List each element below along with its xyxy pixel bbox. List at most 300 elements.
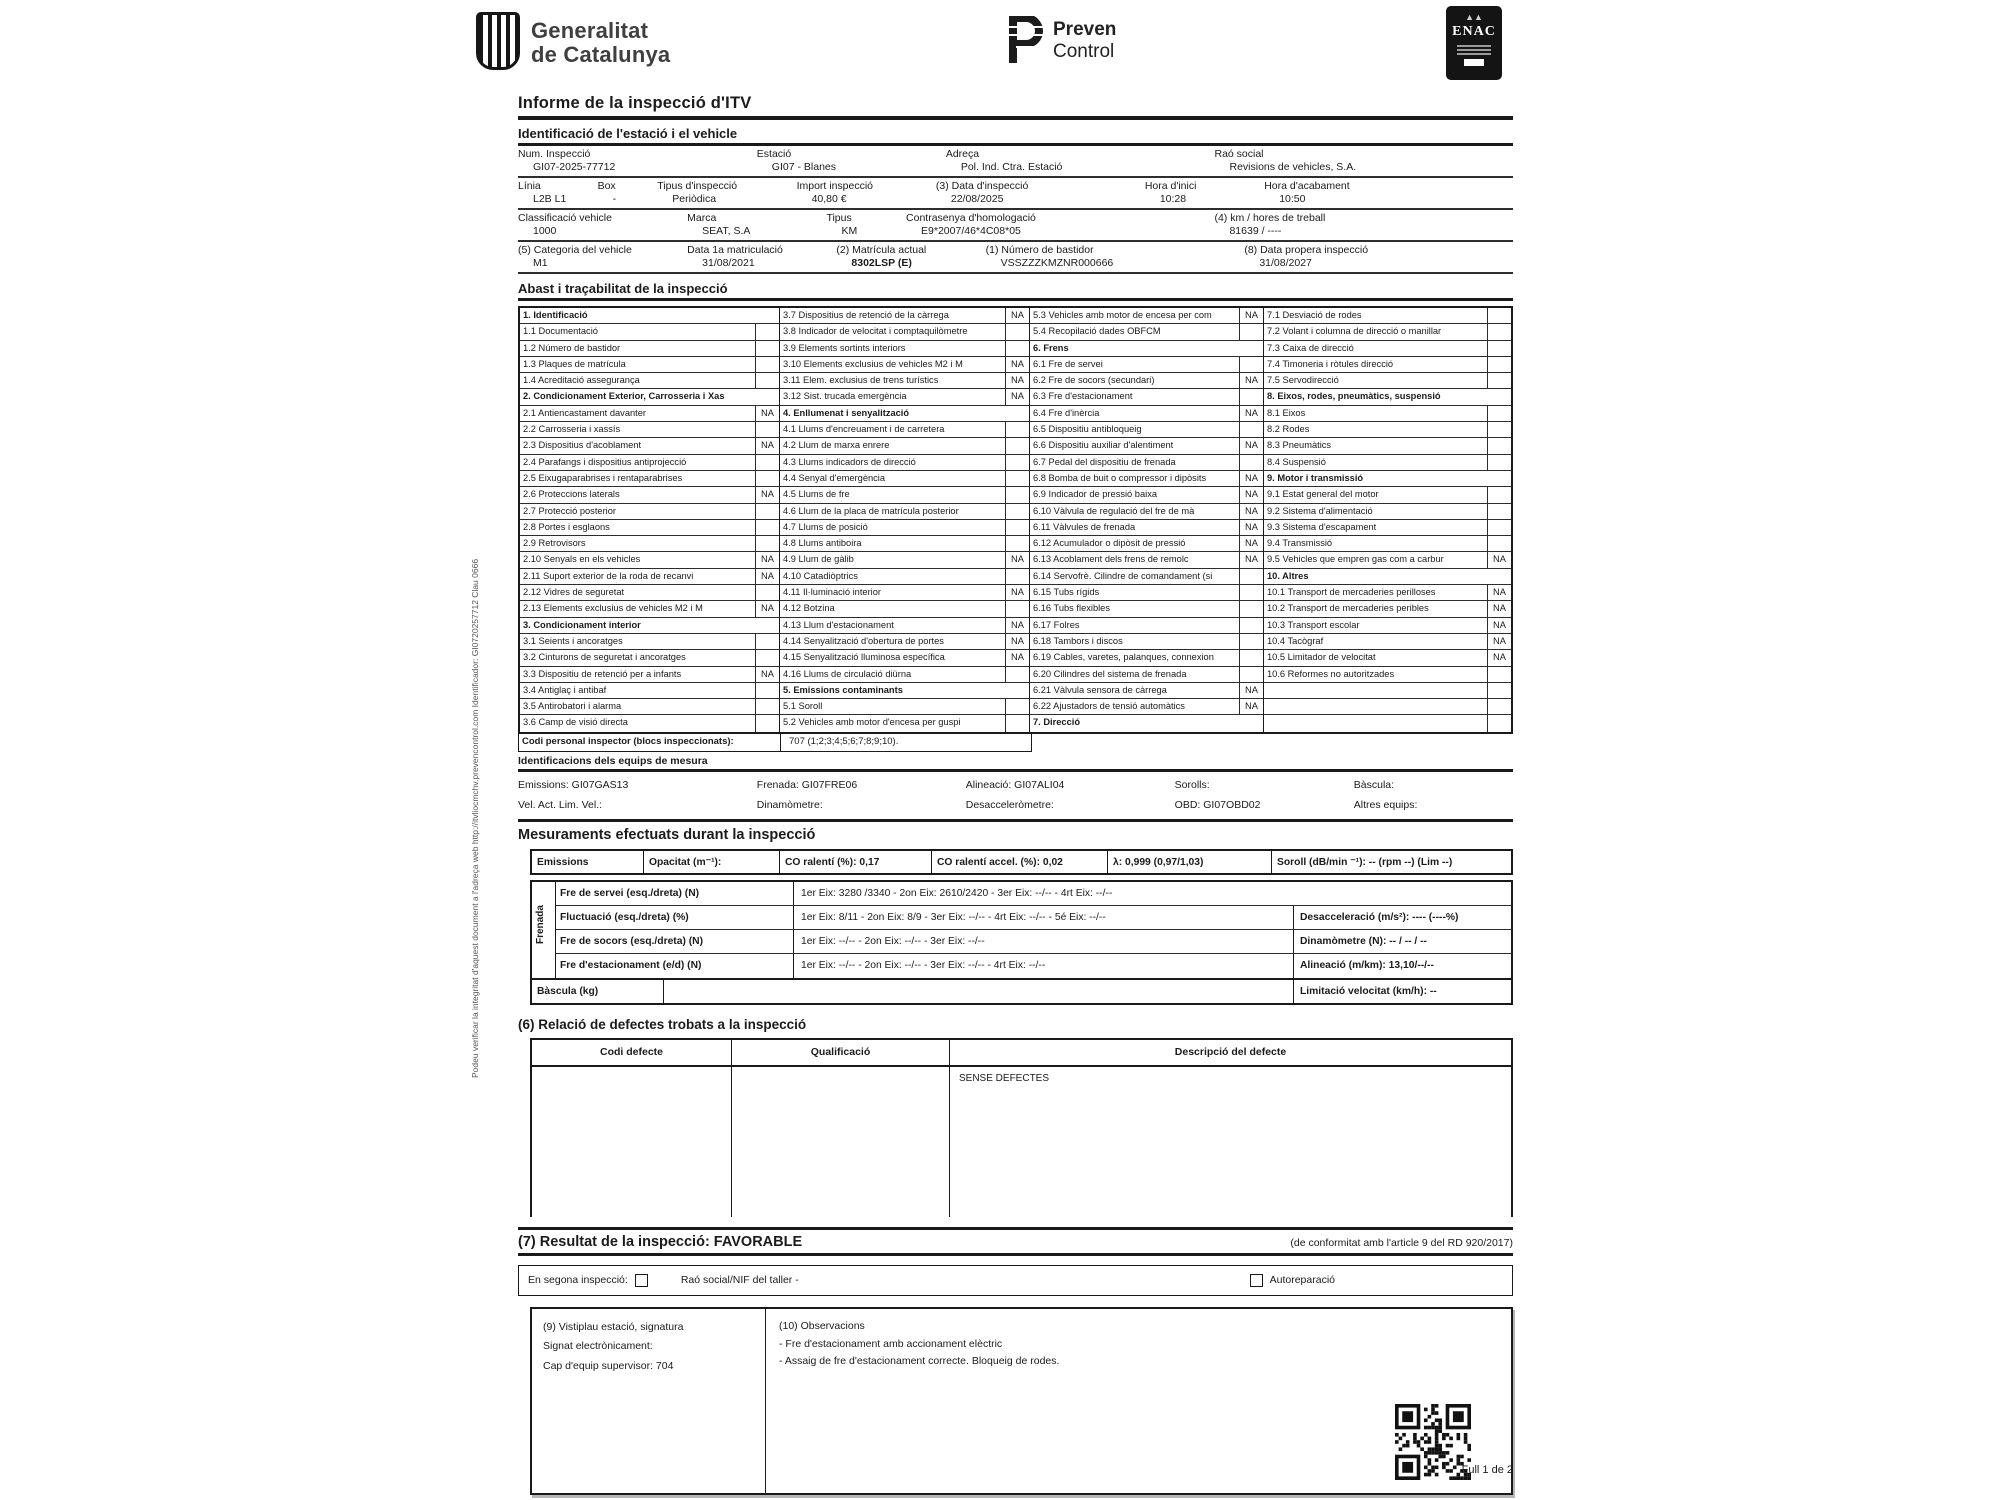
na-flag: NA bbox=[1239, 536, 1263, 551]
defects-body-row bbox=[532, 1067, 1511, 1217]
na-flag bbox=[1239, 569, 1263, 584]
checklist-item-label: 6.8 Bomba de buit o compressor i dipòsits bbox=[1033, 472, 1207, 483]
checklist-item bbox=[780, 422, 1029, 438]
qr-code bbox=[1395, 1404, 1471, 1480]
station-field bbox=[687, 212, 826, 237]
checklist-section-header bbox=[520, 618, 779, 634]
na-flag bbox=[1487, 715, 1511, 731]
checklist-item bbox=[1264, 699, 1511, 715]
fluctuation-row bbox=[556, 906, 1511, 930]
station-field bbox=[1214, 212, 1513, 237]
section-defects-title: (6) Relació de defectes trobats a la inspecció bbox=[518, 1016, 807, 1032]
observation-line: - Assaig de fre d'estacionament correcte. Bloqueig de rodes. bbox=[779, 1355, 1060, 1368]
field-value: VSSZZZKMZNR000666 bbox=[1000, 257, 1114, 269]
checklist-item bbox=[1030, 357, 1263, 373]
checklist-item-label: 3.11 Elem. exclusius de trens turístics bbox=[783, 375, 939, 386]
checklist-item-label: 7.4 Timoneria i ròtules direcció bbox=[1267, 358, 1394, 369]
checklist-item-label: 6.20 Cilindres del sistema de frenada bbox=[1033, 668, 1187, 679]
na-flag bbox=[1239, 667, 1263, 682]
parking-brake-row bbox=[556, 954, 1511, 978]
checklist-item bbox=[520, 438, 779, 454]
field-label: Contrasenya d'homologació bbox=[906, 212, 1036, 224]
signature-line3: Cap d'equip supervisor: 704 bbox=[543, 1359, 674, 1372]
checklist-section-header bbox=[1264, 471, 1511, 487]
signoff-box bbox=[530, 1307, 1513, 1495]
station-field bbox=[518, 148, 757, 173]
na-flag bbox=[755, 536, 779, 551]
checklist-item bbox=[1030, 389, 1263, 405]
checklist-item bbox=[520, 520, 779, 536]
checklist-item-label: 6.7 Pedal del dispositiu de frenada bbox=[1033, 456, 1176, 467]
checklist-item-label: 9. Motor i transmissió bbox=[1267, 472, 1364, 483]
na-flag bbox=[1487, 324, 1511, 339]
checklist-item bbox=[1030, 634, 1263, 650]
na-flag: NA bbox=[1239, 308, 1263, 323]
na-flag: NA bbox=[1239, 699, 1263, 714]
alignment-cell: Alineació (m/km): 13,10/--/-- bbox=[1293, 954, 1511, 978]
enac-seal bbox=[1446, 6, 1502, 80]
checklist-item-label: 8. Eixos, rodes, pneumàtics, suspensió bbox=[1267, 391, 1441, 402]
checklist-item-label: 3.4 Antiglaç i antibaf bbox=[523, 684, 607, 695]
checklist-item bbox=[1264, 487, 1511, 503]
deceleration-cell: Desacceleració (m/s²): ---- (----%) bbox=[1293, 906, 1511, 929]
station-rows bbox=[518, 146, 1513, 274]
service-brake-label: Fre de servei (esq./dreta) (N) bbox=[556, 882, 794, 905]
station-field bbox=[757, 148, 946, 173]
defect-code-cell bbox=[532, 1067, 732, 1217]
field-label: Estació bbox=[756, 148, 792, 160]
checklist-item-label: 2.7 Protecció posterior bbox=[523, 505, 617, 516]
na-flag: NA bbox=[1487, 601, 1511, 616]
checklist-item-label: 4.2 Llum de marxa enrere bbox=[783, 440, 890, 451]
na-flag bbox=[1239, 357, 1263, 372]
inspector-code-value: 707 (1;2;3;4;5;6;7;8;9;10). bbox=[789, 735, 899, 747]
checklist-item-label: 4.15 Senyalització lluminosa específica bbox=[783, 652, 945, 663]
prevencontrol-line2: Control bbox=[1053, 40, 1115, 62]
checklist-item-label: 3.5 Antirobatori i alarma bbox=[523, 701, 622, 712]
checklist-item bbox=[1264, 585, 1511, 601]
checklist-item bbox=[1264, 422, 1511, 438]
prevencontrol-line1: Preven bbox=[1053, 19, 1117, 40]
na-flag bbox=[755, 715, 779, 731]
checklist-item bbox=[780, 618, 1029, 634]
station-row bbox=[518, 210, 1513, 242]
field-label: Data 1a matriculació bbox=[687, 244, 783, 256]
checklist-item-label: 6.3 Fre d'estacionament bbox=[1033, 391, 1133, 402]
checklist-item-label: 1.3 Plaques de matrícula bbox=[523, 358, 626, 369]
field-value: E9*2007/46*4C08*05 bbox=[921, 225, 1021, 237]
checklist-item bbox=[780, 487, 1029, 503]
field-value: KM bbox=[841, 225, 858, 237]
observations-title: (10) Observacions bbox=[779, 1319, 865, 1332]
field-label: Tipus d'inspecció bbox=[657, 180, 738, 192]
checklist-item bbox=[1030, 618, 1263, 634]
na-flag: NA bbox=[755, 569, 779, 584]
checklist-item-label: 5.2 Vehicles amb motor d'encesa per guspi bbox=[783, 717, 961, 728]
na-flag bbox=[1005, 487, 1029, 502]
na-flag bbox=[1487, 406, 1511, 421]
checklist-item-label: 1.4 Acreditació assegurança bbox=[523, 375, 640, 386]
result-rule-bottom bbox=[518, 1253, 1513, 1256]
defects-table bbox=[530, 1038, 1513, 1217]
station-row bbox=[518, 146, 1513, 178]
noise-cell: Soroll (dB/min ⁻¹): -- (rpm --) (Lim --) bbox=[1277, 856, 1453, 868]
checklist-item-label: 7.3 Caixa de direcció bbox=[1267, 342, 1354, 353]
checklist-item-label: 4.13 Llum d'estacionament bbox=[783, 619, 894, 630]
checklist-item-label bbox=[1264, 715, 1487, 731]
na-flag bbox=[755, 341, 779, 356]
checklist-item bbox=[1030, 422, 1263, 438]
self-repair-checkbox[interactable] bbox=[1250, 1274, 1263, 1287]
checklist-item-label: 4. Enllumenat i senyalització bbox=[783, 407, 910, 418]
na-flag: NA bbox=[1487, 618, 1511, 633]
field-label: Import inspecció bbox=[796, 180, 874, 192]
checklist-item bbox=[1264, 504, 1511, 520]
checklist-item bbox=[1030, 601, 1263, 617]
checklist-item bbox=[1030, 650, 1263, 666]
checklist-item-label: 6.9 Indicador de pressió baixa bbox=[1033, 489, 1158, 500]
brakes-vertical-label: Frenada bbox=[532, 882, 556, 978]
na-flag: NA bbox=[1005, 634, 1029, 649]
na-flag bbox=[1487, 683, 1511, 698]
checklist-item-label: 8.3 Pneumàtics bbox=[1267, 440, 1332, 451]
checklist-item-label: 4.8 Llums antiboira bbox=[783, 538, 862, 549]
checklist-column bbox=[780, 308, 1030, 732]
checklist-section-header bbox=[780, 683, 1029, 699]
checklist-item bbox=[1264, 634, 1511, 650]
checklist-item bbox=[780, 341, 1029, 357]
field-value: Revisions de vehicles, S.A. bbox=[1229, 161, 1357, 173]
section-equipment-title: Identificacions dels equips de mesura bbox=[518, 754, 708, 767]
result-note: (de conformitat amb l'article 9 del RD 920/2017) bbox=[1290, 1236, 1513, 1249]
field-label: (1) Número de bastidor bbox=[985, 244, 1094, 256]
field-label: (5) Categoria del vehicle bbox=[518, 244, 632, 256]
checklist-item bbox=[520, 471, 779, 487]
checklist-item-label: 2.9 Retrovisors bbox=[523, 538, 586, 549]
checklist-item bbox=[780, 699, 1029, 715]
checklist-item-label: 4.4 Senyal d'emergència bbox=[783, 472, 886, 483]
checklist-item-label: 4.10 Catadiòptrics bbox=[783, 570, 858, 581]
defect-description-header: Descripció del defecte bbox=[1174, 1045, 1287, 1058]
secondary-brake-value: 1er Eix: --/-- - 2on Eix: --/-- - 3er Eix: --/-- bbox=[801, 935, 985, 947]
checklist-item bbox=[1264, 536, 1511, 552]
checklist-item bbox=[1030, 683, 1263, 699]
na-flag: NA bbox=[1239, 552, 1263, 567]
checklist-item-label: 6.16 Tubs flexibles bbox=[1033, 603, 1111, 614]
na-flag: NA bbox=[755, 487, 779, 502]
fluctuation-value: 1er Eix: 8/11 - 2on Eix: 8/9 - 3er Eix: --/-- - 4rt Eix: --/-- - 5é Eix: --/-- bbox=[801, 911, 1106, 923]
checklist-item bbox=[1264, 683, 1511, 699]
na-flag bbox=[755, 422, 779, 437]
checklist-item-label: 6.18 Tambors i discos bbox=[1033, 635, 1123, 646]
checklist-item bbox=[520, 585, 779, 601]
signature-line2: Signat electrònicament: bbox=[543, 1340, 653, 1353]
checklist-item-label: 3. Condicionament interior bbox=[523, 619, 641, 630]
na-flag bbox=[1239, 618, 1263, 633]
checklist-item bbox=[1030, 520, 1263, 536]
na-flag bbox=[755, 373, 779, 388]
na-flag bbox=[1005, 569, 1029, 584]
checklist-item-label: 4.11 Il·luminació interior bbox=[783, 587, 882, 598]
checklist-item bbox=[1264, 324, 1511, 340]
defect-description-cell: SENSE DEFECTES bbox=[959, 1072, 1050, 1084]
na-flag: NA bbox=[1005, 585, 1029, 600]
checklist bbox=[518, 306, 1513, 734]
checklist-item-label: 2.8 Portes i esglaons bbox=[523, 521, 610, 532]
checklist-item-label: 5.3 Vehicles amb motor de encesa per com bbox=[1033, 310, 1212, 320]
checklist-item-label: 3.2 Cinturons de seguretat i ancoratges bbox=[523, 652, 686, 663]
observation-line: - Fre d'estacionament amb accionament elèctric bbox=[779, 1337, 1003, 1350]
station-field bbox=[1145, 180, 1264, 205]
checklist-item-label: 2.6 Proteccions laterals bbox=[523, 489, 620, 500]
checklist-item bbox=[1030, 585, 1263, 601]
checklist-item bbox=[1264, 601, 1511, 617]
checklist-item-label: 4.1 Llums d'encreuament i de carretera bbox=[783, 424, 945, 435]
checklist-item bbox=[1264, 650, 1511, 666]
checklist-item-label: 10.4 Tacògraf bbox=[1267, 635, 1324, 646]
na-flag: NA bbox=[1487, 650, 1511, 665]
checklist-item bbox=[1030, 487, 1263, 503]
checklist-item-label: 7.2 Volant i columna de direcció o manillar bbox=[1267, 326, 1442, 337]
checklist-item-label: 6. Frens bbox=[1033, 342, 1069, 353]
co-accel-cell: CO ralentí accel. (%): 0,02 bbox=[932, 851, 1108, 873]
checklist-item-label: 5. Emissions contaminants bbox=[783, 684, 903, 695]
service-brake-row bbox=[556, 882, 1511, 906]
checklist-item-label: 9.4 Transmissió bbox=[1267, 538, 1333, 549]
na-flag: NA bbox=[1005, 552, 1029, 567]
checklist-item-label: 2.2 Carrosseria i xassís bbox=[523, 424, 621, 435]
field-label: (2) Matrícula actual bbox=[836, 244, 927, 256]
checklist-item bbox=[1264, 438, 1511, 454]
field-label: Box bbox=[597, 180, 616, 192]
equipment-cell: Dinamòmetre: bbox=[756, 798, 823, 811]
field-value: - bbox=[612, 193, 617, 205]
na-flag: NA bbox=[1005, 389, 1029, 404]
na-flag bbox=[1005, 536, 1029, 551]
na-flag bbox=[1487, 308, 1511, 323]
na-flag: NA bbox=[755, 438, 779, 453]
checklist-item bbox=[520, 715, 779, 731]
page-number: Full 1 de 2 bbox=[1461, 1464, 1513, 1476]
checklist-item bbox=[520, 373, 779, 389]
field-value: GI07-2025-77712 bbox=[533, 161, 616, 173]
na-flag bbox=[1239, 601, 1263, 616]
na-flag bbox=[1005, 715, 1029, 731]
checklist-item bbox=[1030, 308, 1263, 324]
checklist-item-label bbox=[1264, 683, 1487, 698]
checklist-item bbox=[780, 324, 1029, 340]
second-inspection-checkbox[interactable] bbox=[635, 1274, 648, 1287]
station-field bbox=[598, 180, 658, 205]
station-field bbox=[946, 148, 1215, 173]
checklist-item-label: 4.6 Llum de la placa de matrícula posterior bbox=[783, 505, 959, 516]
checklist-column bbox=[1030, 308, 1264, 732]
signature-line1: (9) Vistiplau estació, signatura bbox=[543, 1320, 684, 1333]
report-page bbox=[518, 10, 1513, 1495]
prevencontrol-logo bbox=[1008, 16, 1116, 64]
scale-row bbox=[530, 980, 1513, 1005]
inspector-code-label: Codi personal inspector (blocs inspeccionats): bbox=[519, 734, 781, 751]
na-flag bbox=[1487, 536, 1511, 551]
field-label: Tipus bbox=[826, 212, 852, 224]
field-value: 8302LSP (E) bbox=[851, 257, 912, 269]
na-flag bbox=[1005, 438, 1029, 453]
checklist-item bbox=[1264, 341, 1511, 357]
checklist-item-label: 10.5 Limitador de velocitat bbox=[1267, 652, 1376, 663]
na-flag bbox=[1239, 422, 1263, 437]
checklist-item-label: 9.1 Estat general del motor bbox=[1267, 489, 1379, 500]
checklist-item-label: 6.22 Ajustadors de tensió automàtics bbox=[1033, 701, 1185, 712]
na-flag bbox=[1005, 471, 1029, 486]
checklist-item-label: 7.5 Servodirecció bbox=[1267, 375, 1339, 386]
secondary-brake-row bbox=[556, 930, 1511, 954]
checklist-item bbox=[780, 455, 1029, 471]
checklist-item-label: 1. Identificació bbox=[523, 310, 588, 320]
checklist-item bbox=[520, 650, 779, 666]
checklist-item bbox=[780, 536, 1029, 552]
checklist-item-label: 6.13 Acoblament dels frens de remolc bbox=[1033, 554, 1189, 565]
checklist-item-label: 3.9 Elements sortints interiors bbox=[783, 342, 906, 353]
checklist-item-label: 8.4 Suspensió bbox=[1267, 456, 1326, 467]
na-flag bbox=[1239, 650, 1263, 665]
checklist-item bbox=[520, 634, 779, 650]
equipment-cell: Alineació: GI07ALI04 bbox=[965, 778, 1065, 791]
checklist-item-label: 3.6 Camp de visió directa bbox=[523, 717, 628, 728]
checklist-item bbox=[520, 667, 779, 683]
field-label: Marca bbox=[687, 212, 717, 224]
scale-label: Bàscula (kg) bbox=[532, 980, 664, 1003]
second-inspection-label: En segona inspecció: bbox=[528, 1274, 628, 1287]
equipment-cell: Vel. Act. Lim. Vel.: bbox=[518, 798, 603, 811]
emissions-row bbox=[530, 849, 1513, 875]
checklist-item-label: 4.3 Llums indicadors de direcció bbox=[783, 456, 916, 467]
checklist-item-label: 4.14 Senyalització d'obertura de portes bbox=[783, 635, 944, 646]
na-flag: NA bbox=[1005, 373, 1029, 388]
checklist-item bbox=[780, 650, 1029, 666]
field-label: Classificació vehicle bbox=[518, 212, 612, 224]
checklist-item-label: 6.10 Vàlvula de regulació del fre de mà bbox=[1033, 505, 1195, 516]
station-row bbox=[518, 242, 1513, 274]
checklist-section-header bbox=[1030, 715, 1263, 731]
generalitat-logo bbox=[476, 12, 670, 70]
na-flag bbox=[1005, 601, 1029, 616]
generalitat-line1: Generalitat bbox=[531, 18, 649, 43]
checklist-item-label: 2. Condicionament Exterior, Carrosseria i Xas bbox=[523, 391, 725, 402]
checklist-item-label: 10.6 Reformes no autoritzades bbox=[1267, 668, 1395, 679]
dynamometer-cell: Dinamòmetre (N): -- / -- / -- bbox=[1293, 930, 1511, 953]
enac-seal-icon bbox=[1446, 6, 1502, 80]
station-field bbox=[836, 244, 985, 269]
checklist-item bbox=[780, 357, 1029, 373]
na-flag bbox=[1239, 585, 1263, 600]
workshop-label: Raó social/NIF del taller - bbox=[680, 1274, 799, 1287]
field-value: 22/08/2025 bbox=[950, 193, 1004, 205]
checklist-item bbox=[780, 308, 1029, 324]
field-label: Línia bbox=[518, 180, 541, 192]
station-field bbox=[826, 212, 906, 237]
checklist-item-label: 1.2 Número de bastidor bbox=[523, 342, 621, 353]
checklist-item-label: 9.2 Sistema d'alimentació bbox=[1267, 505, 1373, 516]
checklist-item-label: 10.3 Transport escolar bbox=[1267, 619, 1360, 630]
result-row bbox=[518, 1230, 1513, 1253]
field-label: (3) Data d'inspecció bbox=[935, 180, 1029, 192]
checklist-item bbox=[780, 438, 1029, 454]
equipment-row bbox=[518, 795, 1513, 815]
scale-empty-cell bbox=[664, 980, 1293, 1003]
checklist-item bbox=[780, 520, 1029, 536]
na-flag: NA bbox=[1005, 650, 1029, 665]
checklist-item bbox=[780, 569, 1029, 585]
checklist-item-label: 6.15 Tubs rígids bbox=[1033, 587, 1100, 598]
na-flag: NA bbox=[1005, 357, 1029, 372]
checklist-item-label: 9.3 Sistema d'escapament bbox=[1267, 521, 1377, 532]
na-flag bbox=[1239, 389, 1263, 404]
section-station-title: Identificació de l'estació i el vehicle bbox=[518, 125, 1513, 146]
na-flag bbox=[755, 699, 779, 714]
checklist-section-header bbox=[780, 406, 1029, 422]
checklist-item bbox=[780, 471, 1029, 487]
na-flag bbox=[1487, 341, 1511, 356]
na-flag bbox=[1487, 373, 1511, 388]
na-flag: NA bbox=[755, 601, 779, 616]
station-field bbox=[518, 244, 687, 269]
field-label: Raó social bbox=[1214, 148, 1264, 160]
na-flag: NA bbox=[755, 406, 779, 421]
checklist-item-label: 4.12 Botzina bbox=[783, 603, 835, 614]
field-value: SEAT, S.A bbox=[702, 225, 751, 237]
signature-column bbox=[532, 1309, 766, 1493]
na-flag bbox=[1005, 504, 1029, 519]
checklist-item bbox=[520, 455, 779, 471]
checklist-item-label: 6.19 Cables, varetes, palanques, connexion bbox=[1033, 652, 1214, 663]
opacity-cell: Opacitat (m⁻¹): bbox=[644, 851, 780, 873]
na-flag: NA bbox=[755, 552, 779, 567]
station-field bbox=[936, 180, 1145, 205]
na-flag bbox=[755, 520, 779, 535]
verification-sidebar-text: Podeu verificar la integritat d'aquest document a l'adreça web http://itvliocmchv.prevencontrol.com Identificador: GI0720257712 Clau 0666 bbox=[470, 558, 480, 1078]
defects-header-row bbox=[532, 1040, 1511, 1067]
checklist-item-label: 6.17 Folres bbox=[1033, 619, 1080, 630]
enac-ornament-icon: ▲▲ bbox=[1465, 12, 1483, 22]
na-flag bbox=[1487, 422, 1511, 437]
na-flag bbox=[755, 650, 779, 665]
checklist-item bbox=[520, 601, 779, 617]
checklist-item-label: 10.1 Transport de mercaderies perilloses bbox=[1267, 587, 1436, 598]
na-flag: NA bbox=[1239, 504, 1263, 519]
station-field bbox=[657, 180, 796, 205]
station-field bbox=[687, 244, 836, 269]
checklist-item-label: 9.5 Vehicles que empren gas com a carbur bbox=[1267, 554, 1444, 565]
checklist-item bbox=[1264, 308, 1511, 324]
checklist-item bbox=[780, 389, 1029, 405]
field-value: GI07 - Blanes bbox=[771, 161, 836, 173]
na-flag: NA bbox=[755, 667, 779, 682]
na-flag: NA bbox=[1239, 471, 1263, 486]
checklist-item bbox=[780, 552, 1029, 568]
na-flag bbox=[1005, 699, 1029, 714]
na-flag bbox=[1487, 487, 1511, 502]
checklist-item-label: 6.4 Fre d'inèrcia bbox=[1033, 407, 1100, 418]
field-label: (8) Data propera inspecció bbox=[1244, 244, 1369, 256]
na-flag bbox=[1487, 699, 1511, 714]
checklist-item-label: 3.7 Dispositius de retenció de la càrrega bbox=[783, 310, 949, 320]
equipment-cell: OBD: GI07OBD02 bbox=[1174, 798, 1261, 811]
checklist-item-label: 6.11 Vàlvules de frenada bbox=[1033, 521, 1136, 532]
equipment-cell: Emissions: GI07GAS13 bbox=[518, 778, 629, 791]
defect-qualification-header: Qualificació bbox=[732, 1040, 950, 1065]
enac-footer-mark bbox=[1464, 59, 1484, 66]
station-field bbox=[518, 212, 687, 237]
